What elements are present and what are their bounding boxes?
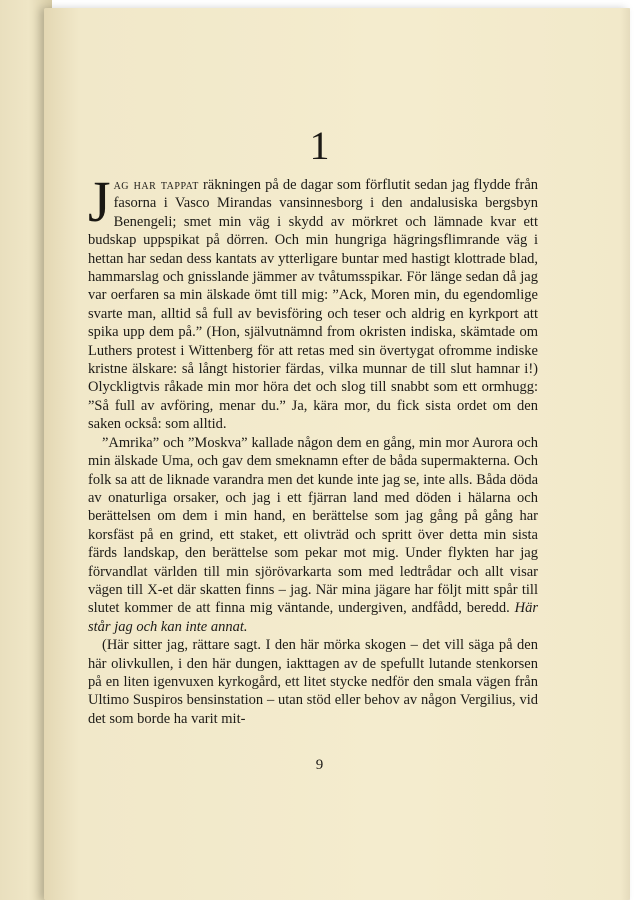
italic-phrase: Här står jag och kan inte annat. xyxy=(88,600,539,635)
paragraph-3 xyxy=(88,636,538,728)
drop-cap: J xyxy=(88,169,111,234)
chapter-number: 1 xyxy=(309,123,330,168)
paragraph-2-text: ”Amrika” och ”Moskva” kallade någon dem en gång, min mor Aurora och min älskade Uma, och gav dem smeknamn efter de båda supermakterna. Och folk sa att de liknade varandra men det kunde inte jag se, inte alls. Båda döda av onaturliga orsaker, och jag i ett fjärran land med döden i hälarna och berättelsen om dem i min hand, en berättelse som jag gång på gång har korsfäst på en grind, ett staket, ett olivträd och spritt över detta min sista färds landskap, den berättelse som pekar mot mig. Under flykten har jag förvandlat världen till min sjörövarkarta som med ledtrådar och allt visar vägen till X-et där skatten finns – jag. När mina jägare har följt mitt spår till slutet kommer de att finna mig väntande, undergiven, andfådd, beredd. xyxy=(88,434,538,617)
paragraph-2 xyxy=(88,434,538,636)
paragraph-1-text: räkningen på de dagar som förflutit sedan jag flydde från fasorna i Vasco Mirandas vansinnesborg i den andalusiska bergsbyn Benengeli; smet min väg i skydd av mörkret och lämnade kvar ett budskap uppspikat på dörren. Och min hungriga hägringsflimrande väg i hettan har sedan dess kantats av ytterligare buntar med hastigt klottrade blad, hammarslag och gnisslande jämmer av tvåtumsspikar. För länge sedan då jag var oerfaren sa min älskade ömt till mig: ”Ack, Moren min, du egendomlige svarte man, alltid så full av bevisföring och teser och aldrig en kyrkport att spika upp dem på.” (Hon, självutnämnd from okristen indiska, skämtade om Luthers protest i Wittenberg för att retas med sin övertygat ofromme indiske kristne älskare: så långt historier färdas, vilka munnar de till slut hamnar i!) Olyckligtvis råkade min mor höra det och slog till snabbt som ett ormhugg: ”Så full av avföring, menar du.” Ja, kära mor, du fick sista ordet om den saken också: som alltid. xyxy=(88,177,539,433)
body-text xyxy=(88,169,539,728)
paragraph-1 xyxy=(88,169,539,434)
paragraph-3-text: (Här sitter jag, rättare sagt. I den här mörka skogen – det vill säga på den här olivkullen, i den här dungen, iakttagen av de spefullt lutande stenkorsen på en liten igenvuxen kyrkogård, ett litet stycke nedför den smala vägen från Ultimo Suspiros bensinstation – utan stöd eller behov av någon Vergilius, vid det som borde ha varit mit- xyxy=(88,637,538,727)
page-number: 9 xyxy=(315,757,324,773)
opening-smallcaps: ag har tappat xyxy=(113,177,199,193)
